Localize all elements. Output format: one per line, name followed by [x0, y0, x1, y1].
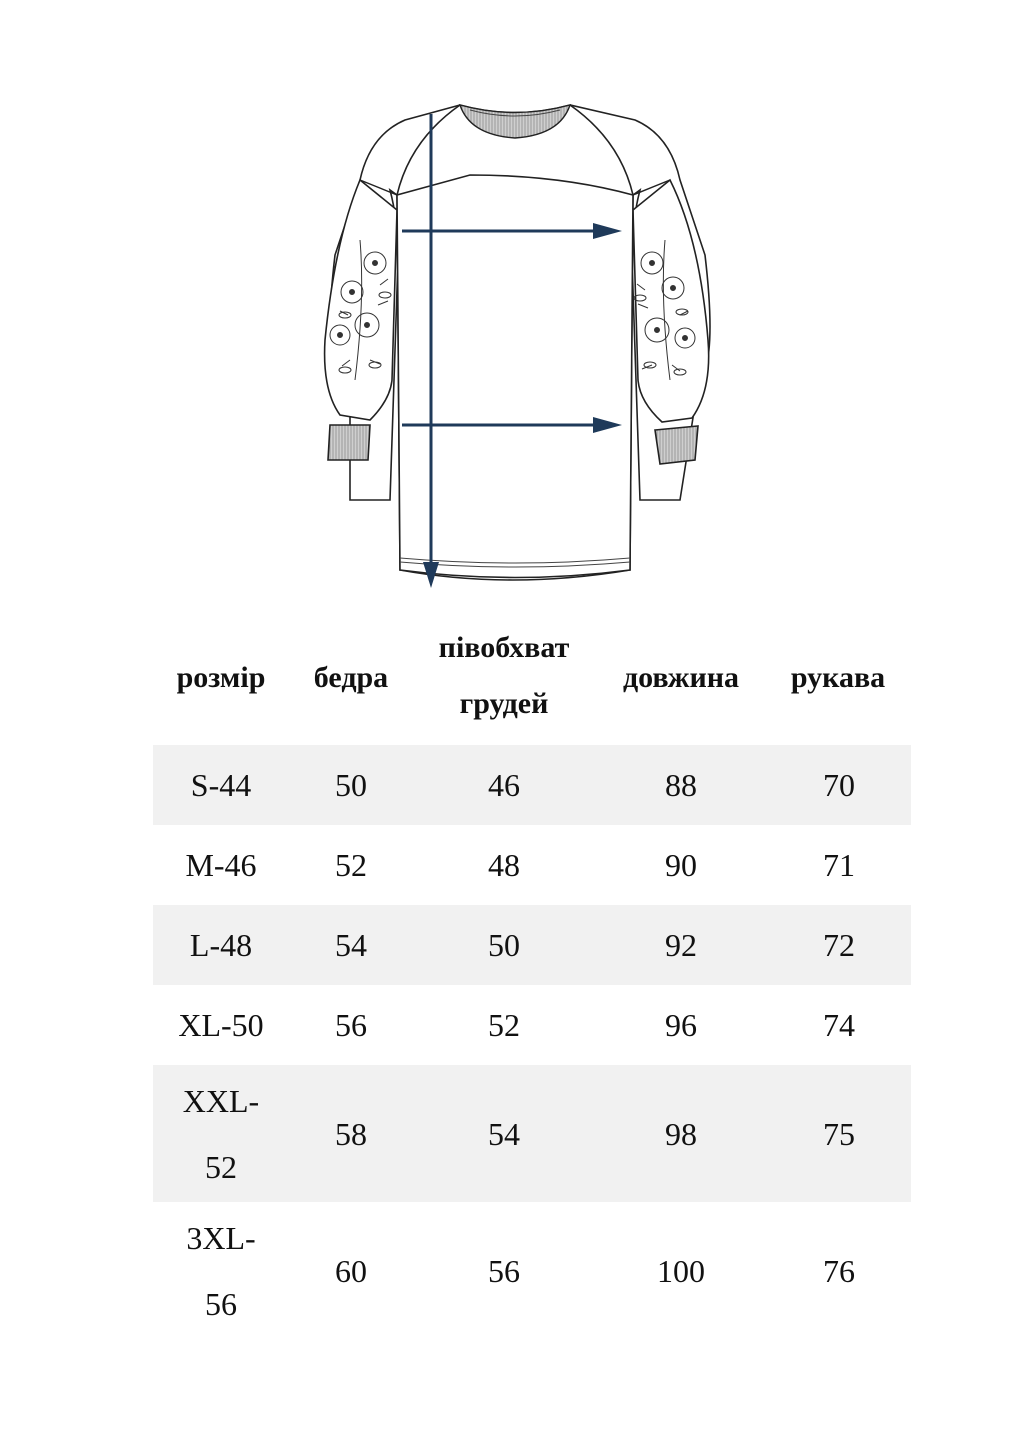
- header-half-chest-line1: півобхват: [438, 631, 570, 664]
- size-chart-table: [153, 630, 911, 1322]
- cell-length: 92: [665, 927, 697, 963]
- cell-half-chest: 46: [488, 767, 520, 803]
- table-row: [153, 825, 911, 905]
- cell-half-chest: 52: [488, 1007, 520, 1043]
- cell-half-chest: 48: [488, 847, 520, 883]
- table-row: [153, 985, 911, 1065]
- cell-length: 88: [665, 767, 697, 803]
- cell-hips: 52: [335, 847, 367, 883]
- header-size: розмір: [176, 661, 266, 694]
- cell-sleeve: 75: [823, 1115, 855, 1152]
- cell-size-line1: 3XL-: [186, 1220, 256, 1256]
- cell-half-chest: 50: [488, 927, 520, 963]
- cell-size: [153, 1065, 289, 1202]
- cell-hips: 56: [335, 1007, 367, 1043]
- cell-size: L-48: [189, 927, 253, 963]
- cell-sleeve: 72: [823, 927, 855, 963]
- cell-sleeve: 74: [823, 1007, 855, 1043]
- cell-hips: 58: [335, 1115, 367, 1152]
- header-half-chest-line2: грудей: [459, 687, 549, 720]
- table-row: [153, 1065, 911, 1202]
- cell-length: 90: [665, 847, 697, 883]
- header-half-chest: [419, 620, 589, 732]
- cell-half-chest: 54: [488, 1115, 520, 1152]
- cell-size: XL-50: [178, 1007, 264, 1043]
- cell-length: 98: [665, 1115, 697, 1152]
- garment-illustration: [260, 80, 760, 620]
- cell-size: M-46: [185, 847, 257, 883]
- cell-half-chest: 56: [488, 1253, 520, 1289]
- cell-size-line2: 56: [205, 1286, 237, 1322]
- cell-sleeve: 71: [823, 847, 855, 883]
- cell-length: 100: [657, 1253, 705, 1289]
- table-row: [153, 905, 911, 985]
- cell-size: S-44: [190, 767, 252, 803]
- cell-sleeve: 76: [823, 1253, 855, 1289]
- cell-hips: 50: [335, 767, 367, 803]
- cell-size: [153, 1202, 289, 1340]
- table-row: [153, 1202, 911, 1340]
- cell-length: 96: [665, 1007, 697, 1043]
- cell-sleeve: 70: [823, 767, 855, 803]
- cell-hips: 60: [335, 1253, 367, 1289]
- header-length: довжина: [622, 661, 740, 694]
- table-header-row: [153, 630, 911, 745]
- cell-size-line1: XXL-: [182, 1082, 260, 1119]
- table-row: [153, 745, 911, 825]
- header-sleeve: рукава: [790, 661, 886, 694]
- cell-hips: 54: [335, 927, 367, 963]
- header-hips: бедра: [313, 661, 389, 694]
- cell-size-line2: 52: [205, 1148, 237, 1185]
